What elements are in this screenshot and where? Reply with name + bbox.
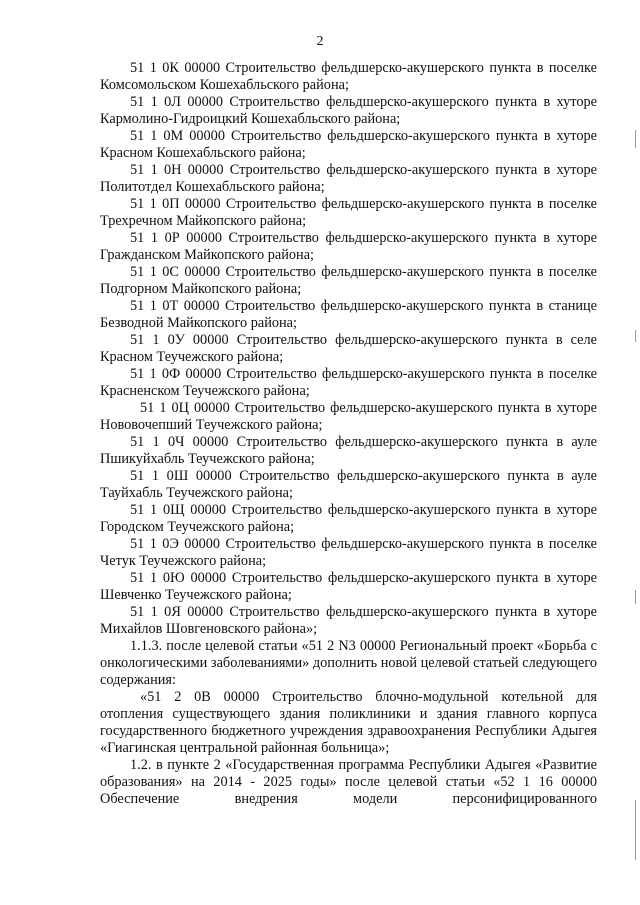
paragraph-target-item: 51 1 0Н 00000 Строительство фельдшерско-акушерского пункта в хуторе Политотдел Кошехабльского района; <box>100 162 597 195</box>
paragraph-target-item: 51 1 0Л 00000 Строительство фельдшерско-акушерского пункта в хуторе Кармолино-Гидроицкий Кошехабльского района; <box>100 94 597 127</box>
paragraph-target-item: 51 1 0П 00000 Строительство фельдшерско-акушерского пункта в поселке Трехречном Майкопского района; <box>100 196 597 229</box>
paragraph-target-item: 51 1 0Щ 00000 Строительство фельдшерско-акушерского пункта в хуторе Городском Теучежского района; <box>100 502 597 535</box>
scan-edge-mark <box>635 590 636 604</box>
scan-edge-mark <box>635 330 636 342</box>
paragraph-target-item: 51 1 0С 00000 Строительство фельдшерско-акушерского пункта в поселке Подгорном Майкопского района; <box>100 264 597 297</box>
scan-edge-mark <box>635 130 636 148</box>
paragraph-target-item: 51 1 0М 00000 Строительство фельдшерско-акушерского пункта в хуторе Красном Кошехабльского района; <box>100 128 597 161</box>
paragraph-target-item: 51 1 0У 00000 Строительство фельдшерско-акушерского пункта в селе Красном Теучежского района; <box>100 332 597 365</box>
paragraph-target-item: 51 1 0Ю 00000 Строительство фельдшерско-акушерского пункта в хуторе Шевченко Теучежского района; <box>100 570 597 603</box>
paragraph-target-item: 51 1 0Ш 00000 Строительство фельдшерско-акушерского пункта в ауле Тауйхабль Теучежского района; <box>100 468 597 501</box>
scan-edge-mark <box>635 800 636 860</box>
paragraph-target-item: 51 1 0К 00000 Строительство фельдшерско-акушерского пункта в поселке Комсомольском Кошехабльского района; <box>100 60 597 93</box>
paragraph-new-target-item: «51 2 0В 00000 Строительство блочно-модульной котельной для отопления существующего здания поликлиники и здания главного корпуса государственного бюджетного учреждения здравоохранения Республики Адыгея «Гиагинская центральной районная больница»; <box>100 689 597 756</box>
page-number: 2 <box>316 34 324 49</box>
paragraph-target-item: 51 1 0Т 00000 Строительство фельдшерско-акушерского пункта в станице Безводной Майкопского района; <box>100 298 597 331</box>
paragraph-target-item: 51 1 0Ч 00000 Строительство фельдшерско-акушерского пункта в ауле Пшикуйхабль Теучежского района; <box>100 434 597 467</box>
paragraph-target-item: 51 1 0Р 00000 Строительство фельдшерско-акушерского пункта в хуторе Гражданском Майкопского района; <box>100 230 597 263</box>
paragraph-amendment-1-1-3: 1.1.3. после целевой статьи «51 2 N3 00000 Региональный проект «Борьба с онкологическими заболеваниями» дополнить новой целевой статьей следующего содержания: <box>100 638 597 688</box>
paragraph-target-item: 51 1 0Ц 00000 Строительство фельдшерско-акушерского пункта в хуторе Нововочепший Теучежского района; <box>100 400 597 433</box>
paragraph-target-item: 51 1 0Э 00000 Строительство фельдшерско-акушерского пункта в поселке Четук Теучежского района; <box>100 536 597 569</box>
paragraph-target-item: 51 1 0Ф 00000 Строительство фельдшерско-акушерского пункта в поселке Красненском Теучежского района; <box>100 366 597 399</box>
paragraph-target-item: 51 1 0Я 00000 Строительство фельдшерско-акушерского пункта в хуторе Михайлов Шовгеновского района»; <box>100 604 597 637</box>
document-body <box>100 60 597 808</box>
paragraph-amendment-1-2: 1.2. в пункте 2 «Государственная программа Республики Адыгея «Развитие образования» на 2014 - 2025 годы» после целевой статьи «52 1 16 00000 Обеспечение внедрения модели персонифицированного <box>100 757 597 807</box>
